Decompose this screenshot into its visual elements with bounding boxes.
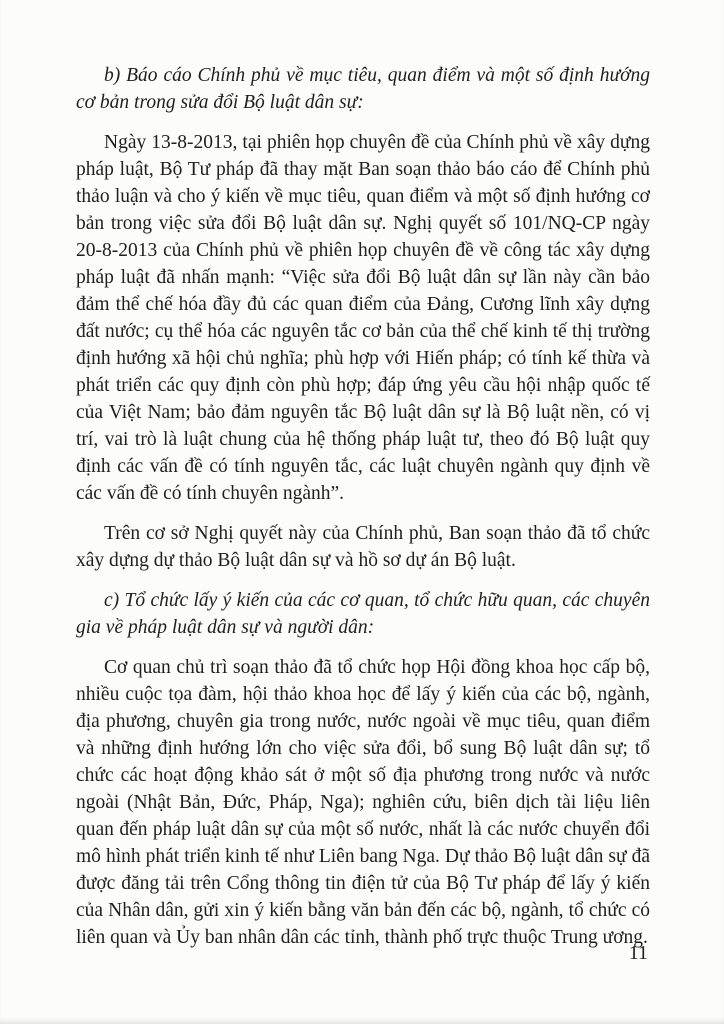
page-number: 11 bbox=[628, 942, 648, 964]
paragraph-drafting-result: Trên cơ sở Nghị quyết này của Chính phủ, Ban soạn thảo đã tổ chức xây dựng dự thảo Bộ luật dân sự và hồ sơ dự án Bộ luật. bbox=[76, 523, 650, 571]
paragraph-government-report: Ngày 13-8-2013, tại phiên họp chuyên đề của Chính phủ về xây dựng pháp luật, Bộ Tư pháp đã thay mặt Ban soạn thảo báo cáo để Chính phủ thảo luận và cho ý kiến về mục tiêu, quan điểm và một số định hướng cơ bản trong việc sửa đổi Bộ luật dân sự. Nghị quyết số 101/NQ-CP ngày 20-8-2013 của Chính phủ về phiên họp chuyên đề về công tác xây dựng pháp luật đã nhấn mạnh: “Việc sửa đổi Bộ luật dân sự lần này cần bảo đảm thể chế hóa đầy đủ các quan điểm của Đảng, Cương lĩnh xây dựng đất nước; cụ thể hóa các nguyên tắc cơ bản của thể chế kinh tế thị trường định hướng xã hội chủ nghĩa; phù hợp với Hiến pháp; có tính kế thừa và phát triển các quy định còn phù hợp; đáp ứng yêu cầu hội nhập quốc tế của Việt Nam; bảo đảm nguyên tắc Bộ luật dân sự là Bộ luật nền, có vị trí, vai trò là luật chung của hệ thống pháp luật tư, theo đó Bộ luật quy định các vấn đề có tính nguyên tắc, các luật chuyên ngành quy định về các vấn đề có tính chuyên ngành”. bbox=[76, 132, 650, 504]
page-text-block bbox=[76, 62, 650, 964]
section-heading-c: c) Tổ chức lấy ý kiến của các cơ quan, tổ chức hữu quan, các chuyên gia về pháp luật dân sự và người dân: bbox=[76, 590, 650, 638]
paragraph-consultation: Cơ quan chủ trì soạn thảo đã tổ chức họp Hội đồng khoa học cấp bộ, nhiều cuộc tọa đàm, hội thảo khoa học để lấy ý kiến của các bộ, ngành, địa phương, chuyên gia trong nước, nước ngoài về mục tiêu, quan điểm và những định hướng lớn cho việc sửa đổi, bổ sung Bộ luật dân sự; tổ chức các hoạt động khảo sát ở một số địa phương trong nước và nước ngoài (Nhật Bản, Đức, Pháp, Nga); nghiên cứu, biên dịch tài liệu liên quan đến pháp luật dân sự của một số nước, nhất là các nước chuyển đổi mô hình phát triển kinh tế như Liên bang Nga. Dự thảo Bộ luật dân sự đã được đăng tải trên Cổng thông tin điện tử của Bộ Tư pháp để lấy ý kiến của Nhân dân, gửi xin ý kiến bằng văn bản đến các bộ, ngành, tổ chức có liên quan và Ủy ban nhân dân các tỉnh, thành phố trực thuộc Trung ương. bbox=[76, 657, 650, 948]
section-heading-b: b) Báo cáo Chính phủ về mục tiêu, quan điểm và một số định hướng cơ bản trong sửa đổi Bộ luật dân sự: bbox=[76, 65, 650, 113]
